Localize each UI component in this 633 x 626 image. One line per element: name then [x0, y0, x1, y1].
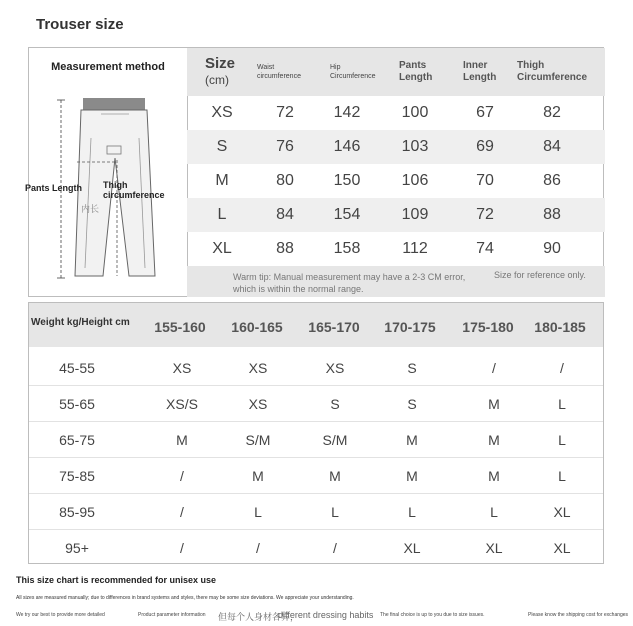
size-row [187, 96, 605, 130]
size-cell: / [180, 504, 184, 520]
cell-size: L [217, 206, 227, 223]
size-cell: XS/S [166, 396, 198, 412]
height-col: 175-180 [462, 319, 514, 335]
footer-note-6: Please know the shipping cost for exchanges [528, 612, 629, 618]
cell-waist: 80 [276, 172, 294, 189]
cell-inner-length: 67 [476, 104, 494, 121]
size-cell: M [488, 468, 500, 484]
inner-length-diagram-label: 内长 [81, 204, 100, 214]
size-cell: M [176, 432, 188, 448]
unisex-note: This size chart is recommended for unisex use [16, 575, 217, 585]
cell-waist: 76 [276, 138, 294, 155]
cell-thigh: 82 [543, 104, 561, 121]
size-cell: L [331, 504, 339, 520]
size-cell: L [408, 504, 416, 520]
weight-row [29, 493, 603, 530]
size-cell: XS [325, 360, 345, 376]
size-cell: XL [403, 540, 421, 556]
cell-inner-length: 74 [476, 240, 494, 257]
size-cell: L [558, 468, 566, 484]
header-size-label: Size [205, 55, 236, 72]
size-cell: XL [485, 540, 503, 556]
footer-note-4: different dressing habits [278, 610, 374, 620]
size-cell: L [254, 504, 262, 520]
footer-note-2: Product parameter information [138, 612, 206, 618]
disclaimer-note: All sizes are measured manually; due to differences in brand systems and styles, there may be some size deviations. We appreciate your understanding. [16, 595, 354, 601]
weight-cell: 75-85 [59, 468, 95, 484]
size-table [25, 47, 604, 297]
size-cell: L [490, 504, 498, 520]
page-title: Trouser size [36, 16, 124, 33]
cell-waist: 88 [276, 240, 294, 257]
footer-note-1: We try our best to provide more detailed [16, 612, 105, 618]
tip-bar [187, 266, 605, 297]
header-inner-length: Inner Length [463, 60, 497, 83]
size-cell: M [252, 468, 264, 484]
header-thigh: Thigh Circumference [517, 60, 588, 83]
size-cell: L [558, 396, 566, 412]
cell-size: XL [212, 240, 232, 257]
size-cell: M [329, 468, 341, 484]
header-size [205, 48, 235, 96]
cell-hip: 158 [333, 240, 361, 257]
cell-thigh: 90 [543, 240, 561, 257]
cell-inner-length: 69 [476, 138, 494, 155]
size-cell: / [180, 468, 184, 484]
size-cell: M [488, 396, 500, 412]
measurement-panel [25, 48, 188, 296]
size-cell: M [488, 432, 500, 448]
cell-inner-length: 70 [476, 172, 494, 189]
cell-pants-length: 103 [401, 138, 429, 155]
footer-note-5: The final choice is up to you due to size issues. [380, 612, 485, 618]
cell-inner-length: 72 [476, 206, 494, 223]
size-cell: / [256, 540, 260, 556]
size-cell: XS [248, 396, 268, 412]
cell-hip: 150 [333, 172, 361, 189]
size-cell: L [558, 432, 566, 448]
weight-cell: 65-75 [59, 432, 95, 448]
size-cell: S [330, 396, 340, 412]
height-col: 170-175 [384, 319, 436, 335]
size-cell: M [406, 432, 418, 448]
cell-hip: 146 [333, 138, 361, 155]
header-waist: Waist circumference [257, 64, 301, 80]
cell-pants-length: 112 [402, 240, 428, 257]
cell-waist: 72 [276, 104, 294, 121]
size-cell: S/M [322, 432, 348, 448]
size-table-header [187, 48, 605, 96]
weight-height-table [28, 302, 604, 564]
cell-thigh: 88 [543, 206, 561, 223]
pants-length-label: Pants Length [25, 183, 83, 193]
height-col: 165-170 [308, 319, 360, 335]
header-size-unit: (cm) [205, 73, 229, 87]
cell-size: S [216, 138, 228, 155]
weight-row [29, 421, 603, 458]
weight-row [29, 385, 603, 422]
header-hip: Hip Circumference [330, 64, 376, 80]
weight-cell: 95+ [65, 540, 89, 556]
size-cell: M [406, 468, 418, 484]
warm-tip: Warm tip: Manual measurement may have a 2-3 CM error, which is within the normal range. [233, 272, 466, 294]
height-col: 180-185 [534, 319, 586, 335]
weight-cell: 45-55 [59, 360, 95, 376]
reference-note: Size for reference only. [494, 270, 586, 280]
weight-table-header [29, 303, 603, 347]
weight-row [29, 349, 603, 386]
size-cell: XL [553, 504, 571, 520]
header-pants-length: Pants Length [399, 60, 433, 83]
size-cell: / [560, 360, 564, 376]
weight-cell: 55-65 [59, 396, 95, 412]
footer-note-3: 但每个人身材各异， [218, 612, 300, 622]
size-row [187, 198, 605, 232]
size-cell: / [333, 540, 337, 556]
height-col: 160-165 [231, 319, 283, 335]
cell-hip: 154 [333, 206, 361, 223]
size-row [187, 232, 605, 266]
size-cell: XS [172, 360, 192, 376]
waistband [83, 98, 145, 110]
size-cell: / [492, 360, 496, 376]
cell-size: XS [211, 104, 233, 121]
size-cell: / [180, 540, 184, 556]
size-row [187, 164, 605, 198]
size-cell: S/M [245, 432, 271, 448]
size-cell: S [407, 396, 417, 412]
cell-waist: 84 [276, 206, 294, 223]
cell-size: M [215, 172, 229, 189]
weight-row [29, 529, 603, 565]
size-cell: XL [553, 540, 571, 556]
size-cell: S [407, 360, 417, 376]
height-col: 155-160 [154, 319, 206, 335]
cell-pants-length: 109 [401, 206, 429, 223]
weight-cell: 85-95 [59, 504, 95, 520]
cell-thigh: 84 [543, 138, 561, 155]
measurement-title: Measurement method [51, 61, 165, 73]
size-row [187, 130, 605, 164]
cell-pants-length: 106 [401, 172, 429, 189]
cell-hip: 142 [333, 104, 361, 121]
thigh-circumference-label: Thigh circumference [103, 180, 165, 200]
weight-row [29, 457, 603, 494]
size-cell: XS [248, 360, 268, 376]
cell-thigh: 86 [543, 172, 561, 189]
weight-height-corner: Weight kg/Height cm [31, 317, 130, 328]
cell-pants-length: 100 [401, 104, 429, 121]
